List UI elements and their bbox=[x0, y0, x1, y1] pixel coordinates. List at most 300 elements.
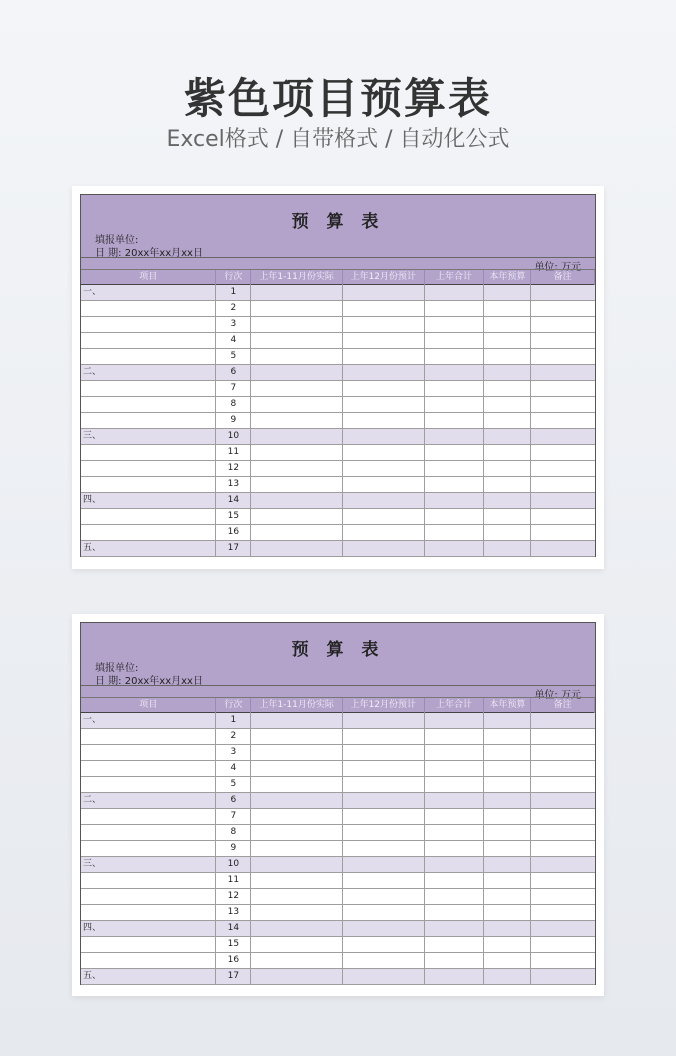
value-cell[interactable] bbox=[251, 905, 343, 920]
value-cell[interactable] bbox=[251, 397, 343, 412]
value-cell[interactable] bbox=[425, 381, 485, 396]
value-cell[interactable] bbox=[343, 429, 425, 444]
value-cell[interactable] bbox=[484, 413, 531, 428]
item-cell[interactable] bbox=[81, 889, 216, 904]
value-cell[interactable] bbox=[251, 713, 343, 728]
value-cell[interactable] bbox=[531, 713, 595, 728]
value-cell[interactable] bbox=[484, 809, 531, 824]
value-cell[interactable] bbox=[425, 541, 485, 556]
item-cell[interactable]: 一、 bbox=[81, 713, 216, 728]
table-row bbox=[81, 937, 595, 953]
row-number-cell[interactable]: 17 bbox=[216, 969, 251, 984]
row-number-cell[interactable]: 10 bbox=[216, 857, 251, 872]
item-cell[interactable] bbox=[81, 525, 216, 540]
value-cell[interactable] bbox=[343, 493, 425, 508]
column-header: 备注 bbox=[531, 270, 595, 285]
value-cell[interactable] bbox=[531, 889, 595, 904]
item-cell[interactable] bbox=[81, 777, 216, 792]
value-cell[interactable] bbox=[484, 905, 531, 920]
row-number-cell[interactable]: 8 bbox=[216, 825, 251, 840]
value-cell[interactable] bbox=[484, 397, 531, 412]
sheet-preview-2 bbox=[72, 614, 604, 996]
table-row bbox=[81, 729, 595, 745]
row-number-cell[interactable]: 7 bbox=[216, 381, 251, 396]
row-number-cell[interactable]: 15 bbox=[216, 509, 251, 524]
value-cell[interactable] bbox=[425, 745, 485, 760]
value-cell[interactable] bbox=[531, 793, 595, 808]
value-cell[interactable] bbox=[484, 365, 531, 380]
value-cell[interactable] bbox=[425, 937, 485, 952]
value-cell[interactable] bbox=[251, 317, 343, 332]
value-cell[interactable] bbox=[531, 761, 595, 776]
item-cell[interactable]: 二、 bbox=[81, 365, 216, 380]
value-cell[interactable] bbox=[425, 825, 485, 840]
item-cell[interactable] bbox=[81, 381, 216, 396]
value-cell[interactable] bbox=[251, 761, 343, 776]
value-cell[interactable] bbox=[343, 873, 425, 888]
value-cell[interactable] bbox=[425, 761, 485, 776]
value-cell[interactable] bbox=[531, 541, 595, 556]
item-cell[interactable]: 三、 bbox=[81, 857, 216, 872]
value-cell[interactable] bbox=[531, 969, 595, 984]
value-cell[interactable] bbox=[251, 745, 343, 760]
item-cell[interactable]: 四、 bbox=[81, 493, 216, 508]
value-cell[interactable] bbox=[425, 809, 485, 824]
table-row bbox=[81, 777, 595, 793]
value-cell[interactable] bbox=[484, 429, 531, 444]
row-number-cell[interactable]: 1 bbox=[216, 713, 251, 728]
value-cell[interactable] bbox=[251, 841, 343, 856]
value-cell[interactable] bbox=[251, 445, 343, 460]
value-cell[interactable] bbox=[484, 461, 531, 476]
value-cell[interactable] bbox=[484, 381, 531, 396]
table-row bbox=[81, 317, 595, 333]
value-cell[interactable] bbox=[251, 541, 343, 556]
table-row bbox=[81, 713, 595, 729]
table-row bbox=[81, 285, 595, 301]
value-cell[interactable] bbox=[251, 793, 343, 808]
value-cell[interactable] bbox=[343, 761, 425, 776]
sheet-title: 预 算 表 bbox=[291, 640, 385, 660]
column-header: 上年合计 bbox=[425, 698, 485, 713]
value-cell[interactable] bbox=[251, 809, 343, 824]
value-cell[interactable] bbox=[425, 905, 485, 920]
value-cell[interactable] bbox=[343, 729, 425, 744]
value-cell[interactable] bbox=[343, 413, 425, 428]
row-number-cell[interactable]: 3 bbox=[216, 317, 251, 332]
value-cell[interactable] bbox=[343, 825, 425, 840]
value-cell[interactable] bbox=[484, 953, 531, 968]
value-cell[interactable] bbox=[343, 397, 425, 412]
value-cell[interactable] bbox=[251, 729, 343, 744]
value-cell[interactable] bbox=[251, 825, 343, 840]
item-cell[interactable] bbox=[81, 841, 216, 856]
value-cell[interactable] bbox=[425, 365, 485, 380]
table-row bbox=[81, 857, 595, 873]
budget-sheet bbox=[80, 622, 596, 988]
value-cell[interactable] bbox=[484, 525, 531, 540]
value-cell[interactable] bbox=[425, 713, 485, 728]
sheet-preview-1 bbox=[72, 186, 604, 569]
value-cell[interactable] bbox=[484, 285, 531, 300]
table-row bbox=[81, 841, 595, 857]
value-cell[interactable] bbox=[425, 921, 485, 936]
value-cell[interactable] bbox=[425, 349, 485, 364]
value-cell[interactable] bbox=[251, 365, 343, 380]
item-cell[interactable] bbox=[81, 745, 216, 760]
item-cell[interactable] bbox=[81, 873, 216, 888]
row-number-cell[interactable]: 16 bbox=[216, 953, 251, 968]
table-row bbox=[81, 905, 595, 921]
row-number-cell[interactable]: 5 bbox=[216, 349, 251, 364]
value-cell[interactable] bbox=[484, 793, 531, 808]
value-cell[interactable] bbox=[425, 301, 485, 316]
column-header: 上年12月份预计 bbox=[343, 270, 425, 285]
row-number-cell[interactable]: 2 bbox=[216, 301, 251, 316]
table-row bbox=[81, 413, 595, 429]
value-cell[interactable] bbox=[251, 857, 343, 872]
table-row bbox=[81, 525, 595, 541]
item-cell[interactable]: 二、 bbox=[81, 793, 216, 808]
item-cell[interactable] bbox=[81, 809, 216, 824]
value-cell[interactable] bbox=[343, 541, 425, 556]
value-cell[interactable] bbox=[531, 333, 595, 348]
value-cell[interactable] bbox=[531, 745, 595, 760]
column-header: 项目 bbox=[81, 270, 216, 285]
value-cell[interactable] bbox=[531, 509, 595, 524]
value-cell[interactable] bbox=[531, 285, 595, 300]
item-cell[interactable] bbox=[81, 905, 216, 920]
item-cell[interactable] bbox=[81, 301, 216, 316]
item-cell[interactable] bbox=[81, 953, 216, 968]
divider bbox=[81, 685, 595, 686]
value-cell[interactable] bbox=[484, 493, 531, 508]
value-cell[interactable] bbox=[343, 793, 425, 808]
value-cell[interactable] bbox=[484, 745, 531, 760]
value-cell[interactable] bbox=[343, 745, 425, 760]
table-row bbox=[81, 445, 595, 461]
value-cell[interactable] bbox=[484, 969, 531, 984]
item-cell[interactable]: 四、 bbox=[81, 921, 216, 936]
value-cell[interactable] bbox=[251, 461, 343, 476]
value-cell[interactable] bbox=[531, 461, 595, 476]
value-cell[interactable] bbox=[531, 365, 595, 380]
value-cell[interactable] bbox=[251, 285, 343, 300]
value-cell[interactable] bbox=[425, 493, 485, 508]
row-number-cell[interactable]: 17 bbox=[216, 541, 251, 556]
value-cell[interactable] bbox=[425, 953, 485, 968]
value-cell[interactable] bbox=[425, 285, 485, 300]
value-cell[interactable] bbox=[251, 477, 343, 492]
row-number-cell[interactable]: 6 bbox=[216, 365, 251, 380]
value-cell[interactable] bbox=[484, 317, 531, 332]
value-cell[interactable] bbox=[531, 525, 595, 540]
value-cell[interactable] bbox=[251, 969, 343, 984]
unit-label: 单位: 万元 bbox=[534, 262, 581, 273]
value-cell[interactable] bbox=[251, 349, 343, 364]
value-cell[interactable] bbox=[425, 873, 485, 888]
value-cell[interactable] bbox=[531, 729, 595, 744]
value-cell[interactable] bbox=[484, 825, 531, 840]
value-cell[interactable] bbox=[343, 461, 425, 476]
row-number-cell[interactable]: 10 bbox=[216, 429, 251, 444]
value-cell[interactable] bbox=[251, 921, 343, 936]
value-cell[interactable] bbox=[531, 873, 595, 888]
row-number-cell[interactable]: 13 bbox=[216, 477, 251, 492]
banner-title: 紫色项目预算表 bbox=[183, 74, 492, 123]
column-header: 上年12月份预计 bbox=[343, 698, 425, 713]
value-cell[interactable] bbox=[425, 777, 485, 792]
value-cell[interactable] bbox=[531, 429, 595, 444]
table-row bbox=[81, 477, 595, 493]
item-cell[interactable] bbox=[81, 349, 216, 364]
value-cell[interactable] bbox=[531, 397, 595, 412]
row-number-cell[interactable]: 13 bbox=[216, 905, 251, 920]
table-row bbox=[81, 349, 595, 365]
column-header: 行次 bbox=[216, 270, 251, 285]
value-cell[interactable] bbox=[484, 841, 531, 856]
row-number-cell[interactable]: 5 bbox=[216, 777, 251, 792]
table-row bbox=[81, 461, 595, 477]
value-cell[interactable] bbox=[425, 793, 485, 808]
value-cell[interactable] bbox=[425, 969, 485, 984]
item-cell[interactable] bbox=[81, 413, 216, 428]
table-row bbox=[81, 921, 595, 937]
value-cell[interactable] bbox=[425, 317, 485, 332]
item-cell[interactable] bbox=[81, 729, 216, 744]
row-number-cell[interactable]: 7 bbox=[216, 809, 251, 824]
row-number-cell[interactable]: 2 bbox=[216, 729, 251, 744]
value-cell[interactable] bbox=[484, 301, 531, 316]
divider bbox=[81, 257, 595, 258]
value-cell[interactable] bbox=[484, 477, 531, 492]
fill-unit-label: 填报单位: bbox=[95, 235, 139, 246]
value-cell[interactable] bbox=[425, 333, 485, 348]
value-cell[interactable] bbox=[484, 509, 531, 524]
table-row bbox=[81, 761, 595, 777]
value-cell[interactable] bbox=[425, 841, 485, 856]
value-cell[interactable] bbox=[343, 349, 425, 364]
row-number-cell[interactable]: 4 bbox=[216, 761, 251, 776]
item-cell[interactable] bbox=[81, 397, 216, 412]
value-cell[interactable] bbox=[251, 889, 343, 904]
budget-sheet bbox=[80, 194, 596, 562]
value-cell[interactable] bbox=[425, 413, 485, 428]
item-cell[interactable] bbox=[81, 333, 216, 348]
value-cell[interactable] bbox=[251, 777, 343, 792]
value-cell[interactable] bbox=[531, 937, 595, 952]
item-cell[interactable] bbox=[81, 317, 216, 332]
item-cell[interactable] bbox=[81, 825, 216, 840]
value-cell[interactable] bbox=[251, 413, 343, 428]
value-cell[interactable] bbox=[484, 761, 531, 776]
value-cell[interactable] bbox=[531, 953, 595, 968]
unit-label: 单位: 万元 bbox=[534, 690, 581, 701]
table-row bbox=[81, 825, 595, 841]
table-row bbox=[81, 889, 595, 905]
row-number-cell[interactable]: 6 bbox=[216, 793, 251, 808]
value-cell[interactable] bbox=[484, 873, 531, 888]
value-cell[interactable] bbox=[343, 285, 425, 300]
value-cell[interactable] bbox=[343, 333, 425, 348]
row-number-cell[interactable]: 9 bbox=[216, 413, 251, 428]
column-header: 上年1-11月份实际 bbox=[251, 698, 343, 713]
value-cell[interactable] bbox=[425, 477, 485, 492]
value-cell[interactable] bbox=[531, 921, 595, 936]
column-header: 上年1-11月份实际 bbox=[251, 270, 343, 285]
value-cell[interactable] bbox=[343, 809, 425, 824]
row-number-cell[interactable]: 11 bbox=[216, 873, 251, 888]
row-number-cell[interactable]: 9 bbox=[216, 841, 251, 856]
table-row bbox=[81, 381, 595, 397]
value-cell[interactable] bbox=[531, 493, 595, 508]
row-number-cell[interactable]: 3 bbox=[216, 745, 251, 760]
value-cell[interactable] bbox=[343, 905, 425, 920]
column-header: 行次 bbox=[216, 698, 251, 713]
value-cell[interactable] bbox=[531, 809, 595, 824]
value-cell[interactable] bbox=[425, 889, 485, 904]
table-row bbox=[81, 873, 595, 889]
item-cell[interactable] bbox=[81, 509, 216, 524]
table-row bbox=[81, 745, 595, 761]
table-row bbox=[81, 953, 595, 969]
item-cell[interactable]: 一、 bbox=[81, 285, 216, 300]
banner-subtitle: Excel格式 / 自带格式 / 自动化公式 bbox=[166, 127, 510, 152]
value-cell[interactable] bbox=[484, 921, 531, 936]
value-cell[interactable] bbox=[251, 937, 343, 952]
value-cell[interactable] bbox=[251, 333, 343, 348]
row-number-cell[interactable]: 1 bbox=[216, 285, 251, 300]
table-row bbox=[81, 541, 595, 557]
value-cell[interactable] bbox=[484, 541, 531, 556]
date-label: 日 期: 20xx年xx月xx日 bbox=[95, 248, 203, 259]
table-row bbox=[81, 509, 595, 525]
value-cell[interactable] bbox=[484, 349, 531, 364]
table-row bbox=[81, 365, 595, 381]
sheet-title: 预 算 表 bbox=[291, 212, 385, 232]
value-cell[interactable] bbox=[531, 301, 595, 316]
item-cell[interactable] bbox=[81, 761, 216, 776]
item-cell[interactable] bbox=[81, 477, 216, 492]
value-cell[interactable] bbox=[251, 429, 343, 444]
value-cell[interactable] bbox=[531, 905, 595, 920]
value-cell[interactable] bbox=[251, 493, 343, 508]
table-row bbox=[81, 793, 595, 809]
row-number-cell[interactable]: 12 bbox=[216, 889, 251, 904]
value-cell[interactable] bbox=[531, 857, 595, 872]
value-cell[interactable] bbox=[251, 525, 343, 540]
value-cell[interactable] bbox=[343, 301, 425, 316]
column-header: 本年预算 bbox=[484, 698, 531, 713]
row-number-cell[interactable]: 15 bbox=[216, 937, 251, 952]
value-cell[interactable] bbox=[531, 841, 595, 856]
value-cell[interactable] bbox=[531, 477, 595, 492]
item-cell[interactable] bbox=[81, 937, 216, 952]
value-cell[interactable] bbox=[343, 317, 425, 332]
value-cell[interactable] bbox=[531, 445, 595, 460]
table-row bbox=[81, 809, 595, 825]
value-cell[interactable] bbox=[343, 937, 425, 952]
value-cell[interactable] bbox=[425, 509, 485, 524]
item-cell[interactable]: 三、 bbox=[81, 429, 216, 444]
row-number-cell[interactable]: 14 bbox=[216, 493, 251, 508]
value-cell[interactable] bbox=[425, 857, 485, 872]
value-cell[interactable] bbox=[484, 937, 531, 952]
value-cell[interactable] bbox=[343, 445, 425, 460]
value-cell[interactable] bbox=[343, 841, 425, 856]
column-header: 项目 bbox=[81, 698, 216, 713]
value-cell[interactable] bbox=[425, 429, 485, 444]
value-cell[interactable] bbox=[425, 445, 485, 460]
value-cell[interactable] bbox=[251, 873, 343, 888]
value-cell[interactable] bbox=[343, 969, 425, 984]
value-cell[interactable] bbox=[343, 477, 425, 492]
value-cell[interactable] bbox=[484, 333, 531, 348]
value-cell[interactable] bbox=[484, 889, 531, 904]
row-number-cell[interactable]: 12 bbox=[216, 461, 251, 476]
row-number-cell[interactable]: 4 bbox=[216, 333, 251, 348]
table-row bbox=[81, 493, 595, 509]
column-header: 本年预算 bbox=[484, 270, 531, 285]
sheet-header bbox=[80, 622, 596, 712]
row-number-cell[interactable]: 8 bbox=[216, 397, 251, 412]
value-cell[interactable] bbox=[343, 509, 425, 524]
value-cell[interactable] bbox=[484, 777, 531, 792]
value-cell[interactable] bbox=[251, 953, 343, 968]
value-cell[interactable] bbox=[425, 461, 485, 476]
item-cell[interactable]: 五、 bbox=[81, 969, 216, 984]
item-cell[interactable]: 五、 bbox=[81, 541, 216, 556]
value-cell[interactable] bbox=[484, 857, 531, 872]
table-body bbox=[80, 284, 596, 557]
value-cell[interactable] bbox=[425, 729, 485, 744]
row-number-cell[interactable]: 11 bbox=[216, 445, 251, 460]
value-cell[interactable] bbox=[343, 953, 425, 968]
value-cell[interactable] bbox=[531, 413, 595, 428]
value-cell[interactable] bbox=[343, 889, 425, 904]
value-cell[interactable] bbox=[343, 713, 425, 728]
value-cell[interactable] bbox=[425, 397, 485, 412]
value-cell[interactable] bbox=[251, 509, 343, 524]
value-cell[interactable] bbox=[343, 381, 425, 396]
value-cell[interactable] bbox=[531, 381, 595, 396]
value-cell[interactable] bbox=[343, 365, 425, 380]
value-cell[interactable] bbox=[484, 445, 531, 460]
item-cell[interactable] bbox=[81, 461, 216, 476]
value-cell[interactable] bbox=[343, 857, 425, 872]
value-cell[interactable] bbox=[531, 349, 595, 364]
value-cell[interactable] bbox=[531, 825, 595, 840]
column-header: 上年合计 bbox=[425, 270, 485, 285]
value-cell[interactable] bbox=[343, 921, 425, 936]
value-cell[interactable] bbox=[251, 301, 343, 316]
row-number-cell[interactable]: 14 bbox=[216, 921, 251, 936]
value-cell[interactable] bbox=[531, 777, 595, 792]
value-cell[interactable] bbox=[343, 525, 425, 540]
table-row bbox=[81, 333, 595, 349]
value-cell[interactable] bbox=[343, 777, 425, 792]
value-cell[interactable] bbox=[531, 317, 595, 332]
table-row bbox=[81, 429, 595, 445]
row-number-cell[interactable]: 16 bbox=[216, 525, 251, 540]
value-cell[interactable] bbox=[425, 525, 485, 540]
value-cell[interactable] bbox=[484, 713, 531, 728]
value-cell[interactable] bbox=[484, 729, 531, 744]
item-cell[interactable] bbox=[81, 445, 216, 460]
value-cell[interactable] bbox=[251, 381, 343, 396]
sheet-header bbox=[80, 194, 596, 284]
table-row bbox=[81, 969, 595, 985]
